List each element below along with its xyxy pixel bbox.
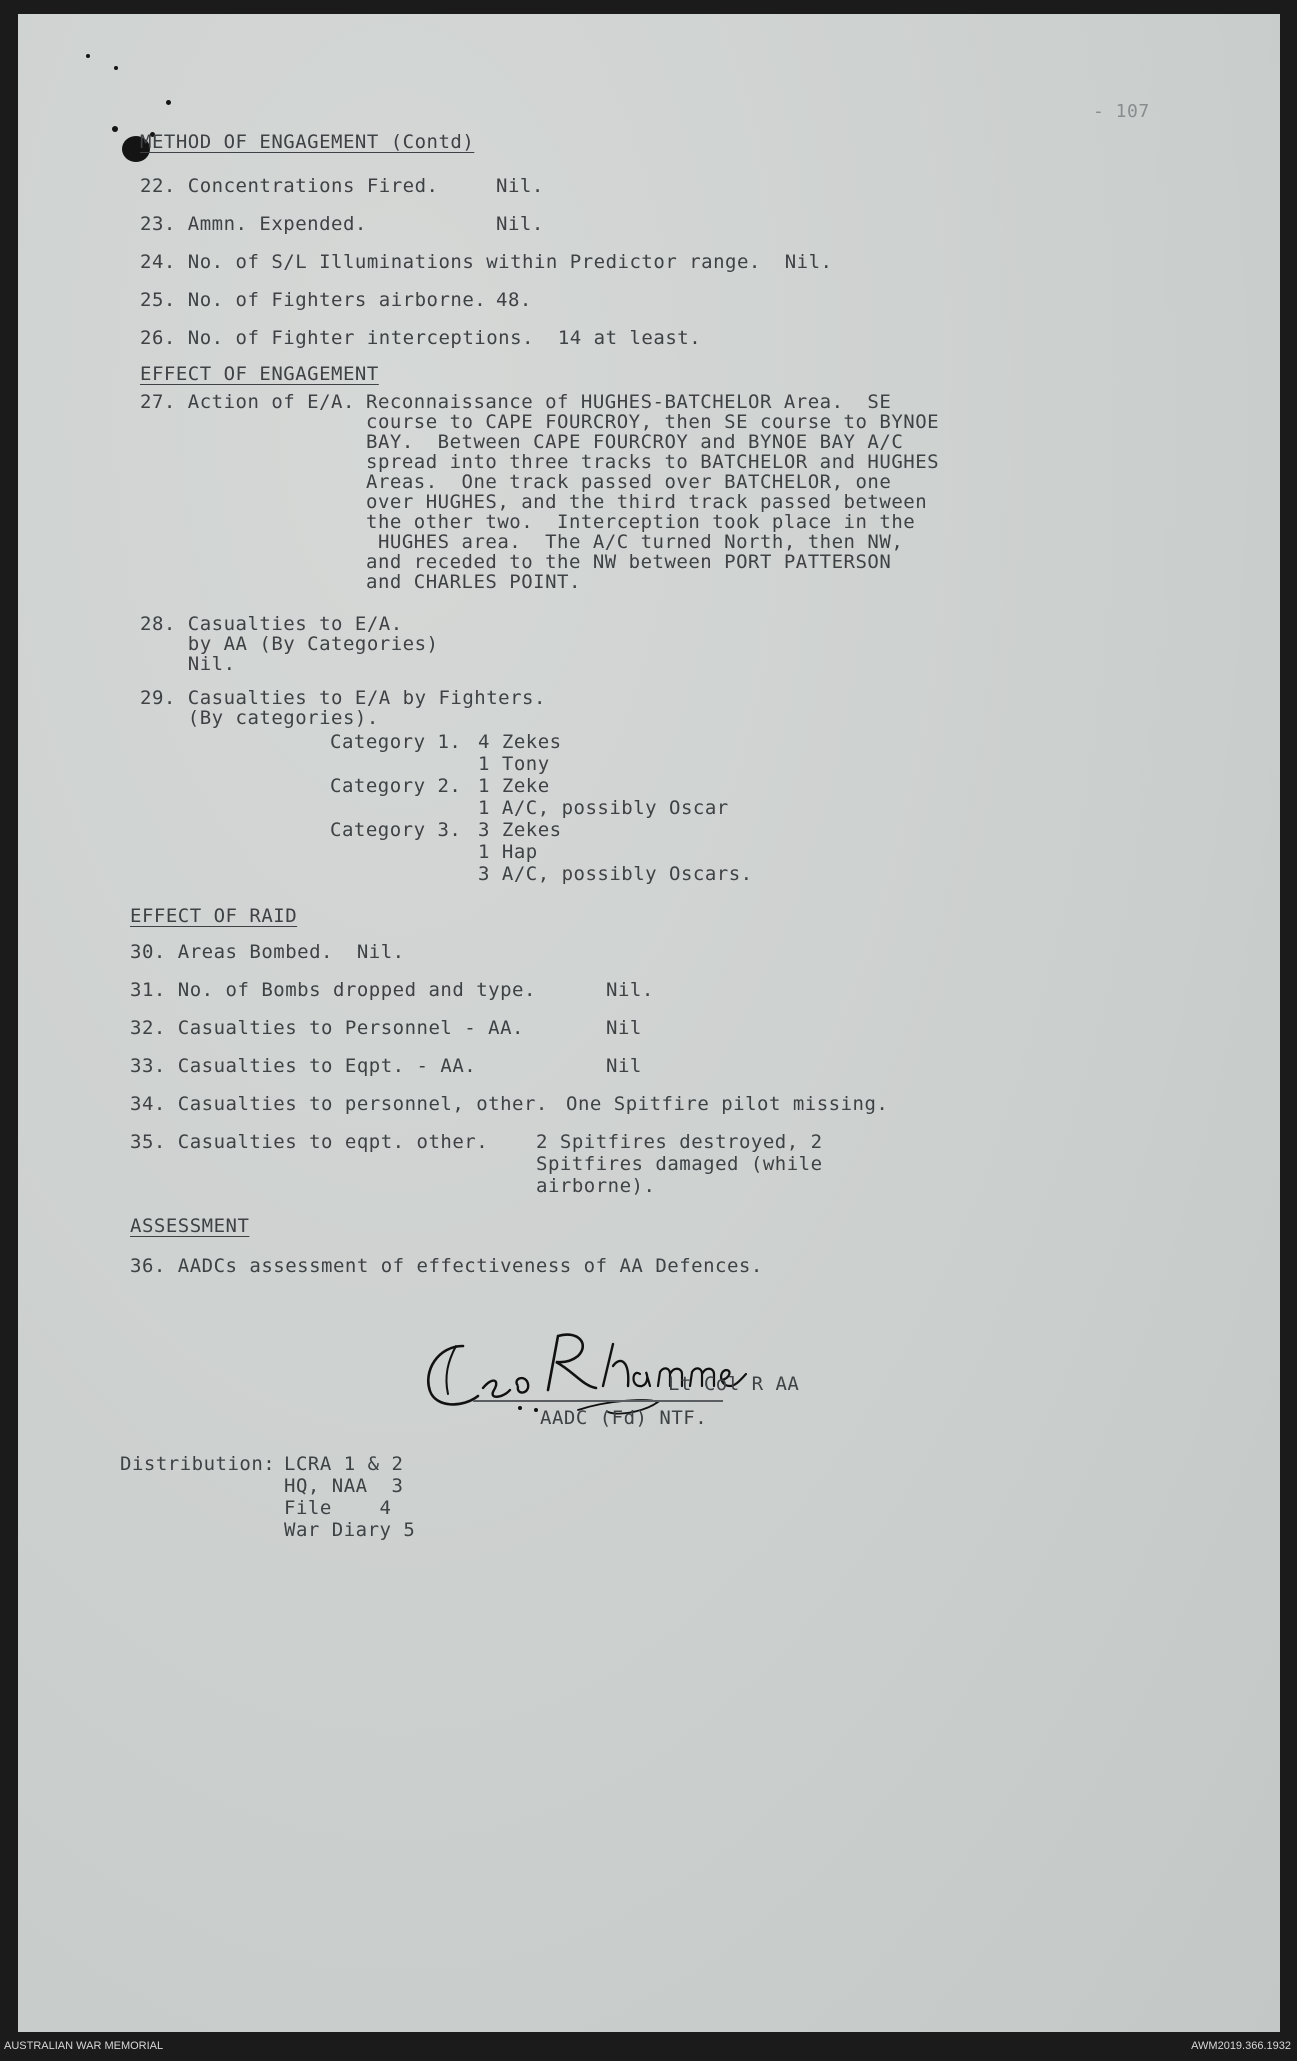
item-27-line: and receded to the NW between PORT PATTERSON (366, 551, 892, 573)
distribution-label: Distribution: (120, 1453, 276, 1475)
item-27-line: HUGHES area. The A/C turned North, then NW, (366, 531, 904, 553)
item-28-line: Nil. (140, 653, 236, 675)
distribution-line: File 4 (284, 1497, 392, 1519)
footer-credit: AUSTRALIAN WAR MEMORIAL (4, 2040, 164, 2052)
category-2-label: Category 2. (330, 775, 462, 797)
item-35-line: 2 Spitfires destroyed, 2 (536, 1131, 823, 1153)
item-27-label: 27. Action of E/A. (140, 391, 355, 413)
heading-assessment: ASSESSMENT (130, 1215, 250, 1237)
heading-method-of-engagement: METHOD OF ENGAGEMENT (Contd) (140, 131, 475, 153)
item-28-line: 28. Casualties to E/A. (140, 613, 403, 635)
ink-speck (166, 100, 171, 105)
item-27-line: Reconnaissance of HUGHES-BATCHELOR Area. SE (366, 391, 892, 413)
item-23: 23. Ammn. Expended. (140, 213, 367, 235)
category-3-line: 3 Zekes (478, 819, 562, 841)
category-1-line: 1 Tony (478, 753, 550, 775)
item-33-value: Nil (606, 1055, 642, 1077)
distribution-line: LCRA 1 & 2 (284, 1453, 404, 1475)
item-22: 22. Concentrations Fired. (140, 175, 439, 197)
item-27-line: Areas. One track passed over BATCHELOR, one (366, 471, 892, 493)
heading-effect-of-engagement: EFFECT OF ENGAGEMENT (140, 363, 379, 385)
item-31-value: Nil. (606, 979, 654, 1001)
category-1-line: 4 Zekes (478, 731, 562, 753)
item-27-line: and CHARLES POINT. (366, 571, 581, 593)
item-27-line: the other two. Interception took place in the (366, 511, 916, 533)
heading-effect-of-raid: EFFECT OF RAID (130, 905, 298, 927)
category-3-line: 3 A/C, possibly Oscars. (478, 863, 753, 885)
corner-note: - 107 (1093, 101, 1150, 122)
item-30: 30. Areas Bombed. Nil. (130, 941, 405, 963)
item-35-line: Spitfires damaged (while (536, 1153, 823, 1175)
category-3-line: 1 Hap (478, 841, 538, 863)
item-29-line: (By categories). (140, 707, 379, 729)
item-34-value: One Spitfire pilot missing. (566, 1093, 889, 1115)
category-1-label: Category 1. (330, 731, 462, 753)
item-32: 32. Casualties to Personnel - AA. (130, 1017, 524, 1039)
document-page (18, 14, 1280, 2032)
item-29-line: 29. Casualties to E/A by Fighters. (140, 687, 546, 709)
item-26: 26. No. of Fighter interceptions. 14 at least. (140, 327, 702, 349)
footer-accession: AWM2019.366.1932 (1191, 2040, 1291, 2052)
ink-speck (86, 54, 90, 58)
distribution-line: War Diary 5 (284, 1519, 416, 1541)
item-27-line: BAY. Between CAPE FOURCROY and BYNOE BAY A/C (366, 431, 904, 453)
item-25-value: 48. (496, 289, 532, 311)
item-31: 31. No. of Bombs dropped and type. (130, 979, 536, 1001)
item-25: 25. No. of Fighters airborne. (140, 289, 487, 311)
item-28-line: by AA (By Categories) (140, 633, 439, 655)
item-35: 35. Casualties to eqpt. other. (130, 1131, 489, 1153)
item-34: 34. Casualties to personnel, other. (130, 1093, 548, 1115)
item-35-line: airborne). (536, 1175, 656, 1197)
signature-rule (473, 1400, 723, 1402)
item-27-line: spread into three tracks to BATCHELOR and HUGHES (366, 451, 940, 473)
ink-speck (114, 66, 118, 70)
item-23-value: Nil. (496, 213, 544, 235)
item-22-value: Nil. (496, 175, 544, 197)
category-2-line: 1 Zeke (478, 775, 550, 797)
category-3-label: Category 3. (330, 819, 462, 841)
item-32-value: Nil (606, 1017, 642, 1039)
item-24: 24. No. of S/L Illuminations within Predictor range. Nil. (140, 251, 833, 273)
signature-rank: Lt Col R AA (668, 1373, 800, 1395)
item-27-line: course to CAPE FOURCROY, then SE course to BYNOE (366, 411, 940, 433)
item-27-line: over HUGHES, and the third track passed between (366, 491, 928, 513)
category-2-line: 1 A/C, possibly Oscar (478, 797, 729, 819)
item-36: 36. AADCs assessment of effectiveness of AA Defences. (130, 1255, 763, 1277)
distribution-line: HQ, NAA 3 (284, 1475, 404, 1497)
item-33: 33. Casualties to Eqpt. - AA. (130, 1055, 477, 1077)
ink-speck (112, 126, 118, 132)
signature-title: AADC (Fd) NTF. (540, 1407, 708, 1429)
